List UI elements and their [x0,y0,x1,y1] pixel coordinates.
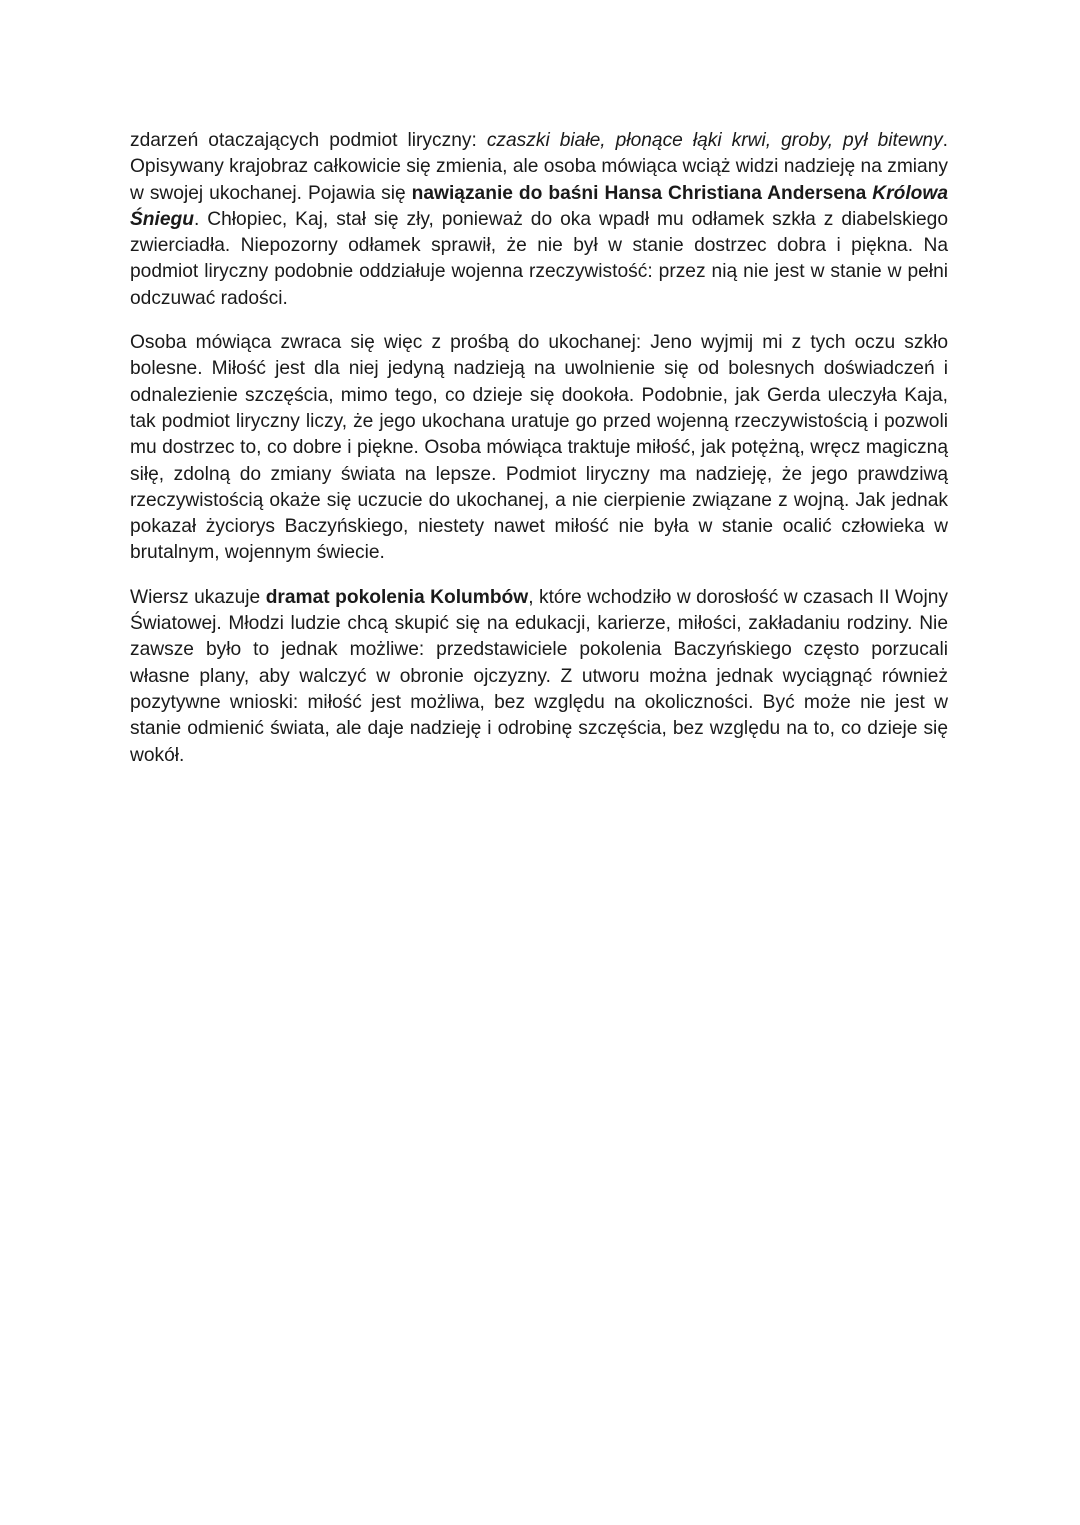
quoted-imagery: czaszki białe, płonące łąki krwi, groby, pył bitewny [486,130,943,151]
generation-drama-highlight: dramat pokolenia Kolumbów [265,586,529,608]
paragraph-3-text: , które wchodziło w dorosłość w czasach II Wojny Światowej. Młodzi ludzie chcą skupić się na edukacji, karierze, miłości, zakładaniu rodziny. Nie zawsze było to jednak możliwe: przedstawiciele pokolenia Baczyńskiego często porzucali własne plany, aby walczyć w obronie ojczyzny. Z utworu można jednak wyciągnąć również pozytywne wnioski: miłość jest możliwa, bez względu na okoliczności. Być może nie jest w stanie odmienić świata, ale daje nadzieję i odrobinę szczęścia, bez względu na to, co dzieje się wokół. [130,586,949,766]
paragraph-1-text: . Opisywany krajobraz całkowicie się zmienia, ale osoba mówiąca wciąż widzi nadzieję na zmiany w swojej ukochanej. Pojawia się [130,130,949,204]
paragraph-3 [130,585,948,769]
andersen-reference: nawiązanie do baśni Hansa Christiana Andersena [411,182,873,204]
paragraph-3-text: Wiersz ukazuje [130,586,266,608]
paragraph-1-text: . Chłopiec, Kaj, stał się zły, ponieważ do oka wpadł mu odłamek szkła z diabelskiego zwierciadła. Niepozorny odłamek sprawił, że nie był w stanie dostrzec dobra i piękna. Na podmiot liryczny podobnie oddziałuje wojenna rzeczywistość: przez nią nie jest w stanie w pełni odczuwać radości. [130,208,948,309]
paragraph-1-text: zdarzeń otaczających podmiot liryczny: [130,130,487,151]
document-page [130,128,948,787]
paragraph-2-text: Osoba mówiąca zwraca się więc z prośbą do ukochanej: Jeno wyjmij mi z tych oczu szkło bolesne. Miłość jest dla niej jedyną nadzieją na uwolnienie się od bolesnych doświadczeń i odnalezienie szczęścia, mimo tego, co dzieje się dookoła. Podobnie, jak Gerda uleczyła Kaja, tak podmiot liryczny liczy, że jego ukochana uratuje go przed wojenną rzeczywistością i pozwoli mu dostrzec to, co dobre i piękne. Osoba mówiąca traktuje miłość, jak potężną, wręcz magiczną siłę, zdolną do zmiany świata na lepsze. Podmiot liryczny ma nadzieję, że jego prawdziwą rzeczywistością okaże się uczucie do ukochanej, a nie cierpienie związane z wojną. Jak jednak pokazał życiorys Baczyńskiego, niestety nawet miłość nie była w stanie ocalić człowieka w brutalnym, wojennym świecie. [130,332,948,564]
paragraph-1 [130,128,948,312]
paragraph-2 [130,330,948,567]
book-title: Królowa Śniegu [130,182,948,230]
